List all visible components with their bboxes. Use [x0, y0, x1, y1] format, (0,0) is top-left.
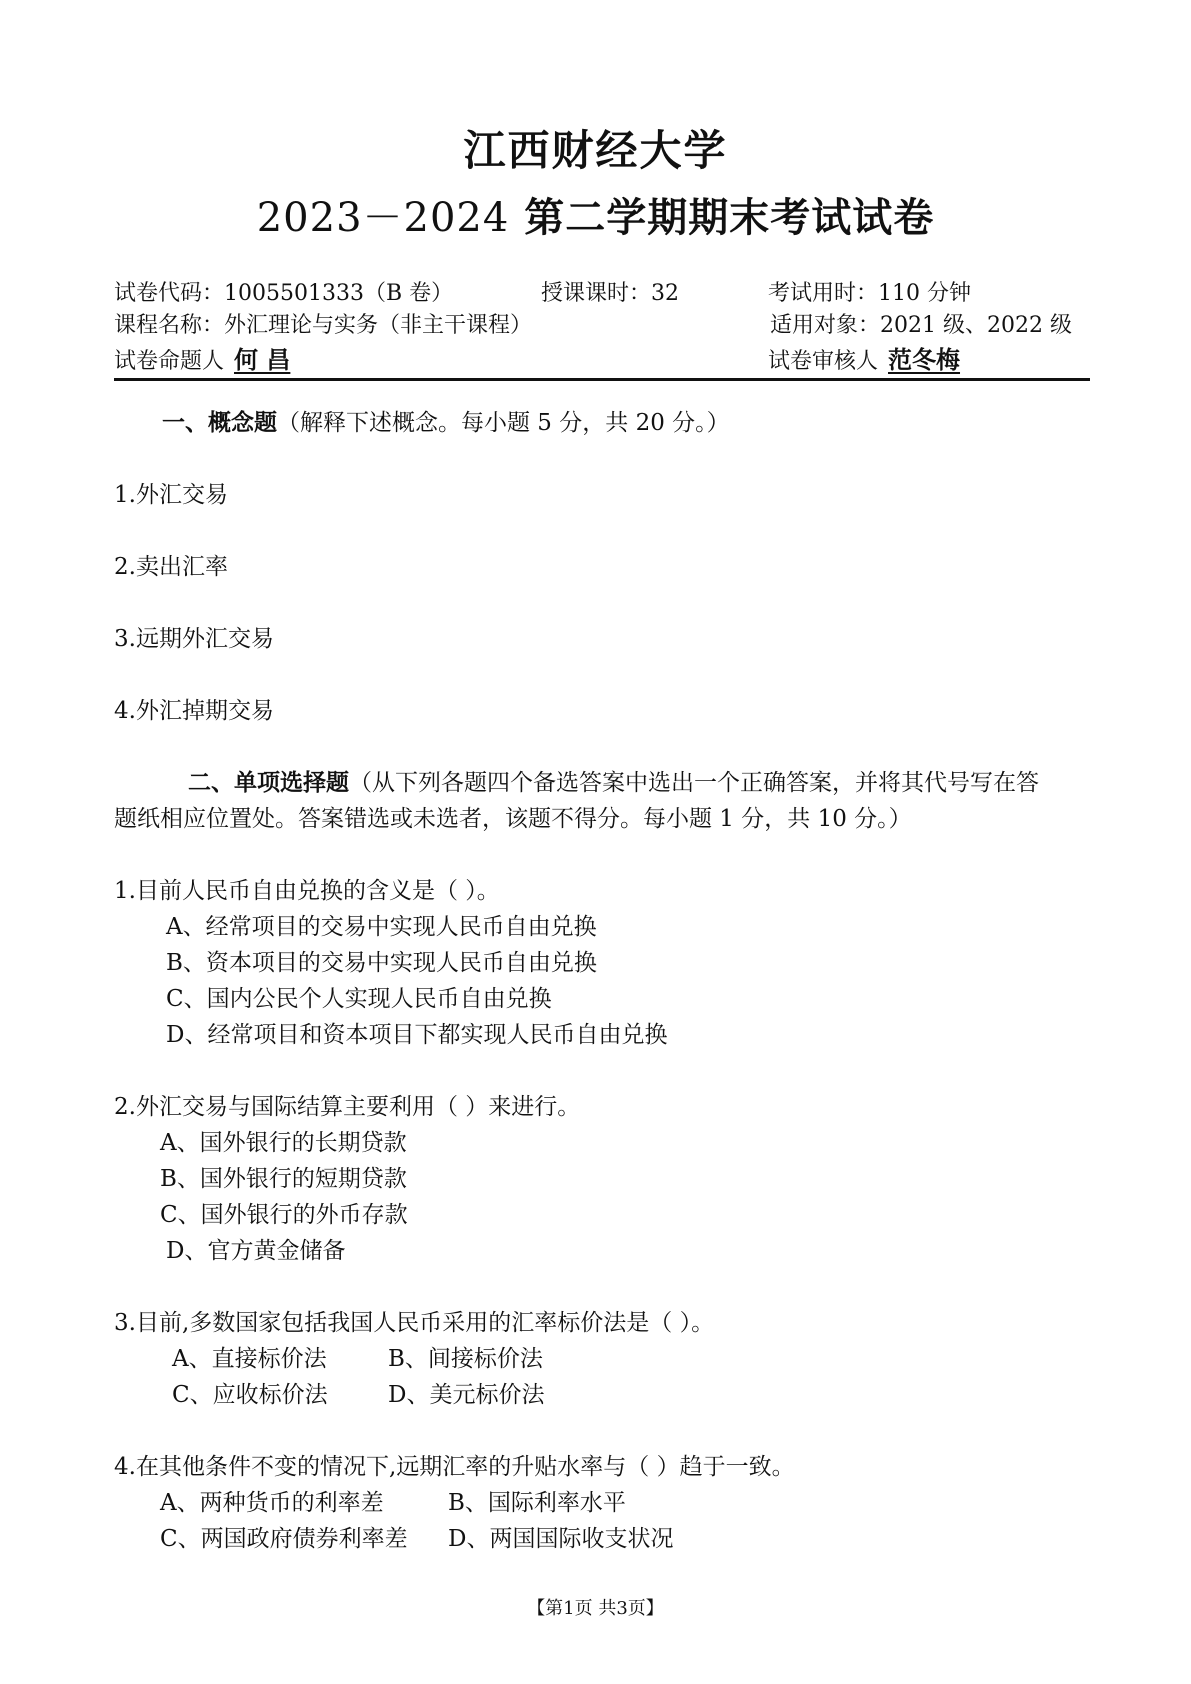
section1-heading-line [162, 404, 730, 437]
exam-title-text: 第二学期期末考试试卷 [524, 195, 935, 241]
choice-option: C、国内公民个人实现人民币自由兑换 [166, 986, 552, 1012]
choice-option: A、经常项目的交易中实现人民币自由兑换 [166, 914, 597, 940]
choice-option: C、两国政府债券利率差 [160, 1526, 408, 1552]
choice-option: C、应收标价法 [172, 1382, 328, 1408]
choice-option: A、两种货币的利率差 [160, 1490, 384, 1516]
paper-reviewer [768, 340, 980, 375]
reviewer-signature: 范冬梅 [888, 346, 961, 374]
exam-year: 2023－2024 [256, 195, 510, 241]
course-hours: 授课课时：32 [541, 281, 679, 306]
section1-heading: 一、概念题 [162, 410, 277, 436]
course-name: 课程名称：外汇理论与实务（非主干课程） [114, 313, 533, 338]
exam-duration: 考试用时：110 分钟 [768, 281, 971, 306]
concept-item: 2.卖出汇率 [114, 554, 228, 580]
choice-option: B、资本项目的交易中实现人民币自由兑换 [166, 950, 597, 976]
page-footer: 【第1页 共3页】 [527, 1598, 664, 1619]
choice-option: A、直接标价法 [172, 1346, 327, 1372]
author-signature: 何 昌 [234, 346, 291, 374]
paper-code: 试卷代码：1005501333（B 卷） [114, 281, 454, 306]
question-stem: 2.外汇交易与国际结算主要利用（ ）来进行。 [114, 1094, 581, 1120]
choice-option: D、美元标价法 [388, 1382, 545, 1408]
section2-note-line1: （从下列各题四个备选答案中选出一个正确答案，并将其代号写在答 [349, 770, 1039, 796]
author-label: 试卷命题人 [114, 349, 225, 374]
exam-title [0, 186, 1191, 243]
paper-author [114, 340, 310, 375]
choice-option: B、国际利率水平 [448, 1490, 626, 1516]
concept-item: 1.外汇交易 [114, 482, 228, 508]
target-audience: 适用对象：2021 级、2022 级 [770, 313, 1072, 338]
choice-option: B、国外银行的短期贷款 [160, 1166, 407, 1192]
section2-heading-line [188, 764, 1039, 797]
choice-option: D、两国国际收支状况 [448, 1526, 674, 1552]
concept-item: 4.外汇掉期交易 [114, 698, 274, 724]
question-stem: 1.目前人民币自由兑换的含义是（ ）。 [114, 878, 500, 904]
university-title: 江西财经大学 [463, 126, 728, 175]
choice-option: A、国外银行的长期贷款 [160, 1130, 407, 1156]
question-stem: 3.目前,多数国家包括我国人民币采用的汇率标价法是（ ）。 [114, 1310, 715, 1336]
choice-option: C、国外银行的外币存款 [160, 1202, 408, 1228]
choice-option: D、经常项目和资本项目下都实现人民币自由兑换 [166, 1022, 668, 1048]
choice-option: B、间接标价法 [388, 1346, 543, 1372]
header-divider [114, 378, 1090, 381]
reviewer-label: 试卷审核人 [768, 349, 879, 374]
section2-heading: 二、单项选择题 [188, 770, 349, 796]
section1-note: （解释下述概念。每小题 5 分，共 20 分。） [277, 410, 730, 436]
concept-item: 3.远期外汇交易 [114, 626, 274, 652]
question-stem: 4.在其他条件不变的情况下,远期汇率的升贴水率与（ ）趋于一致。 [114, 1454, 795, 1480]
choice-option: D、官方黄金储备 [166, 1238, 346, 1264]
section2-note-line2: 题纸相应位置处。答案错选或未选者，该题不得分。每小题 1 分，共 10 分。） [114, 806, 912, 832]
